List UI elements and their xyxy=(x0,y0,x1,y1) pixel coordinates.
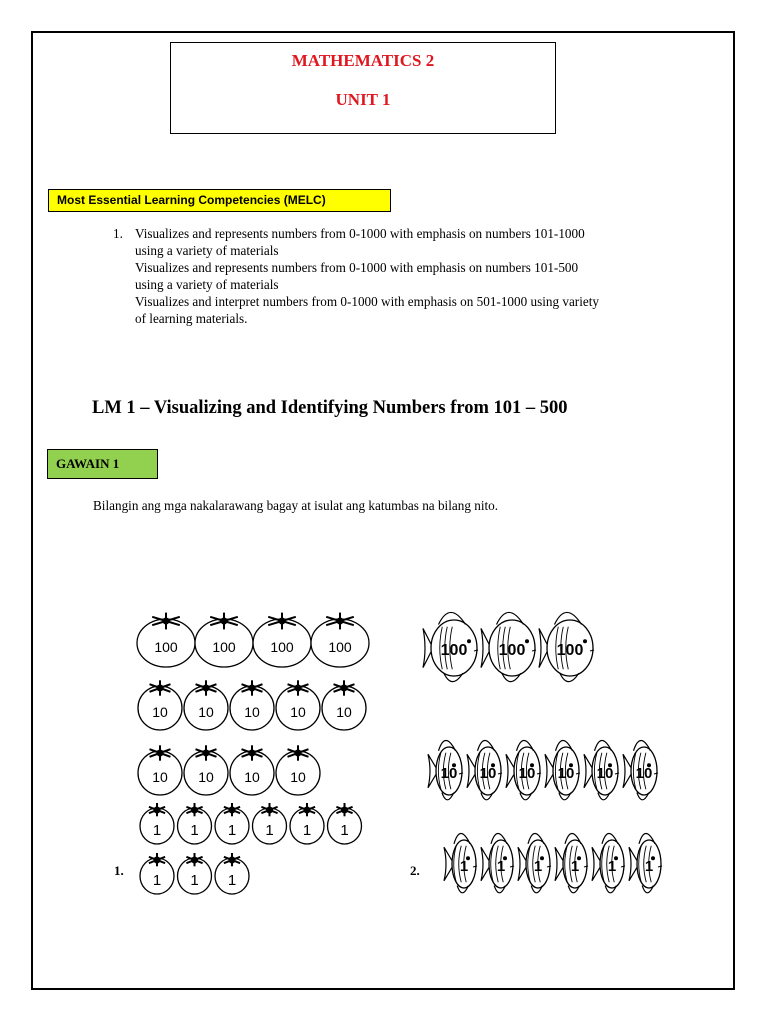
fish-icon xyxy=(481,834,514,893)
tomato-icon xyxy=(184,680,228,730)
fish-value: 10 xyxy=(440,765,458,782)
tomato-value: 10 xyxy=(290,769,306,785)
competency-line: Visualizes and represents numbers from 0-1000 with emphasis on numbers 101-500 xyxy=(135,260,579,275)
fish-value: 1 xyxy=(459,858,469,875)
subject-title: MATHEMATICS 2 xyxy=(291,51,435,70)
fish-icon xyxy=(592,834,625,893)
competency-line: of learning materials. xyxy=(135,311,248,326)
tomato-value: 10 xyxy=(336,704,352,720)
fish-value: 1 xyxy=(570,858,580,875)
tomato-value: 1 xyxy=(152,872,162,889)
tomato-icon xyxy=(230,745,274,795)
item-number-1: 1. xyxy=(114,863,124,878)
tomato-icon xyxy=(253,803,287,844)
fish-value: 10 xyxy=(635,765,653,782)
tomato-value: 10 xyxy=(198,769,214,785)
tomato-icon xyxy=(140,803,174,844)
tomato-icon xyxy=(311,613,369,667)
tomato-icon xyxy=(140,853,174,894)
tomato-value: 100 xyxy=(270,639,294,655)
tomato-icon xyxy=(276,745,320,795)
fish-value: 100 xyxy=(498,642,526,659)
fish-icon xyxy=(481,612,536,681)
competency-line: Visualizes and interpret numbers from 0-1000 with emphasis on 501-1000 using variety xyxy=(135,294,599,309)
tomato-icon xyxy=(276,680,320,730)
tomato-value: 1 xyxy=(152,822,162,839)
tomato-value: 100 xyxy=(212,639,236,655)
fish-value: 1 xyxy=(496,858,506,875)
fish-icon xyxy=(584,741,619,800)
competency-line: using a variety of materials xyxy=(135,277,279,292)
tomato-value: 100 xyxy=(328,639,352,655)
tomato-value: 100 xyxy=(154,639,178,655)
item-number-2: 2. xyxy=(410,863,420,878)
tomato-value: 10 xyxy=(198,704,214,720)
fish-icon xyxy=(428,741,463,800)
fish-value: 100 xyxy=(440,642,468,659)
tomato-value: 1 xyxy=(190,872,199,889)
fish-icon xyxy=(539,612,594,681)
tomato-icon xyxy=(328,803,362,844)
fish-value: 1 xyxy=(607,858,617,875)
tomato-value: 10 xyxy=(152,704,168,720)
competency-number: 1. xyxy=(113,226,123,241)
tomato-icon xyxy=(178,853,212,894)
fish-value: 1 xyxy=(644,858,654,875)
tomato-value: 10 xyxy=(244,769,260,785)
tomato-icon xyxy=(195,613,253,667)
tomato-value: 1 xyxy=(190,822,199,839)
tomato-icon xyxy=(138,745,182,795)
fish-icon xyxy=(444,834,477,893)
fish-icon xyxy=(506,741,541,800)
tomato-icon xyxy=(322,680,366,730)
tomato-value: 1 xyxy=(340,822,349,839)
fish-value: 10 xyxy=(596,765,614,782)
tomato-icon xyxy=(184,745,228,795)
tomato-icon xyxy=(290,803,324,844)
tomato-value: 10 xyxy=(152,769,168,785)
unit-title: UNIT 1 xyxy=(335,90,391,109)
tomato-value: 1 xyxy=(227,822,237,839)
fish-icon xyxy=(423,612,478,681)
competency-line: Visualizes and represents numbers from 0-1000 with emphasis on numbers 101-1000 xyxy=(135,226,585,241)
tomato-value: 1 xyxy=(265,822,274,839)
tomato-icon xyxy=(253,613,311,667)
activity-label: GAWAIN 1 xyxy=(47,449,158,479)
competency-line: using a variety of materials xyxy=(135,243,279,258)
fish-icon xyxy=(545,741,580,800)
lesson-title: LM 1 – Visualizing and Identifying Numbers from 101 – 500 xyxy=(92,398,568,418)
tomato-icon xyxy=(137,613,195,667)
tomato-value: 10 xyxy=(290,704,306,720)
fish-icon xyxy=(623,741,658,800)
melc-heading: Most Essential Learning Competencies (MELC) xyxy=(48,189,391,212)
tomato-value: 10 xyxy=(244,704,260,720)
fish-value: 10 xyxy=(557,765,575,782)
fish-icon xyxy=(555,834,588,893)
fish-icon xyxy=(518,834,551,893)
fish-value: 10 xyxy=(518,765,536,782)
activity-instruction: Bilangin ang mga nakalarawang bagay at isulat ang katumbas na bilang nito. xyxy=(93,498,499,513)
tomato-value: 1 xyxy=(227,872,237,889)
tomato-icon xyxy=(215,803,249,844)
fish-value: 1 xyxy=(533,858,543,875)
fish-value: 100 xyxy=(556,642,584,659)
fish-icon xyxy=(467,741,502,800)
tomato-icon xyxy=(230,680,274,730)
tomato-icon xyxy=(215,853,249,894)
tomato-icon xyxy=(178,803,212,844)
tomato-value: 1 xyxy=(302,822,312,839)
fish-icon xyxy=(629,834,662,893)
tomato-icon xyxy=(138,680,182,730)
fish-value: 10 xyxy=(479,765,497,782)
